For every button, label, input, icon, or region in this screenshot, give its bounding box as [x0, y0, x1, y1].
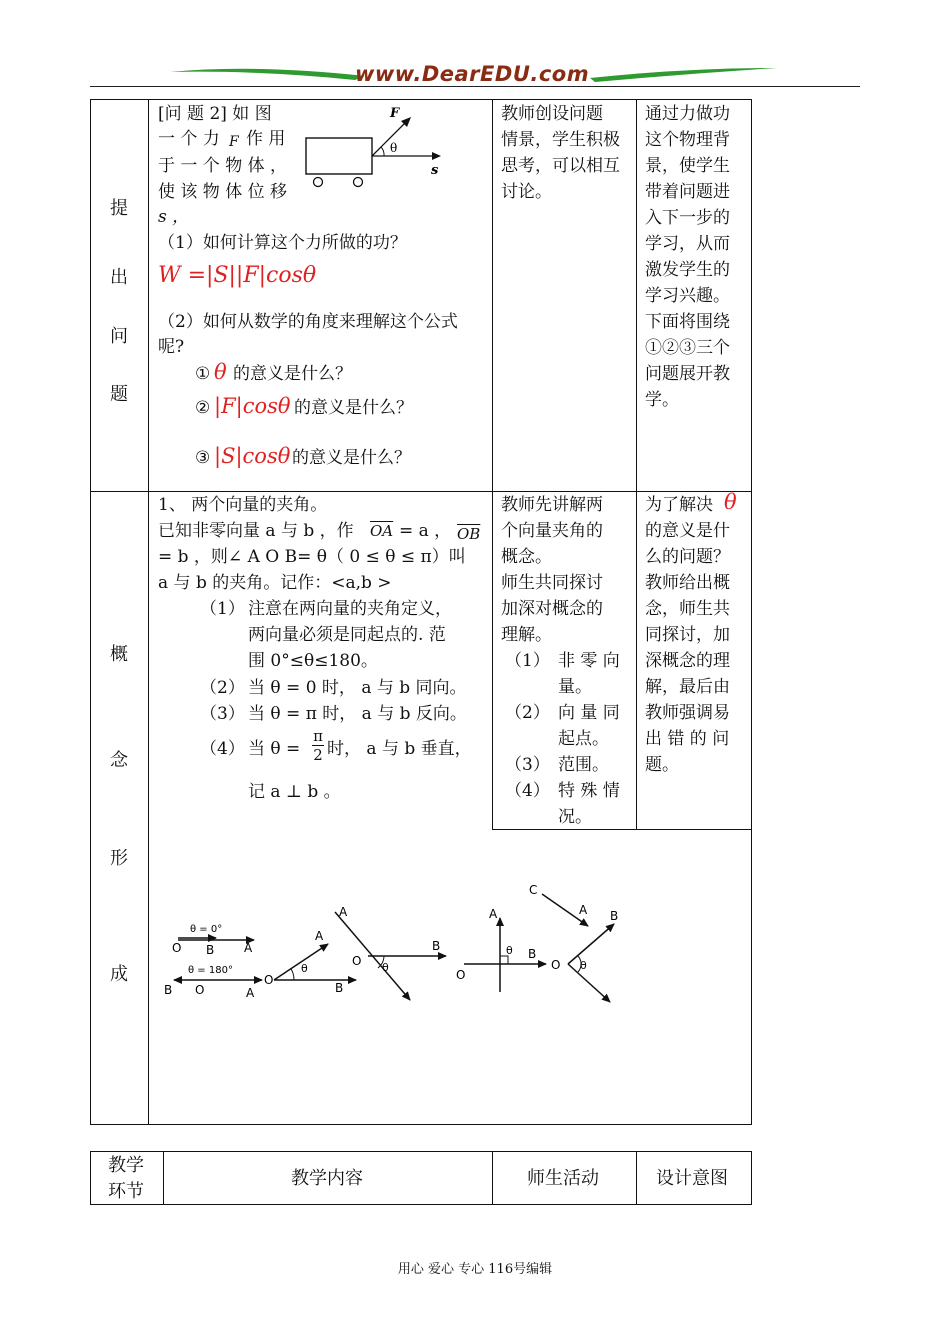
problem-line: 作 用 — [246, 129, 286, 149]
note-text: 记 a ⊥ b 。 — [248, 782, 341, 802]
col-header-stage: 教学 — [108, 1155, 144, 1176]
fig1-a: A — [244, 941, 253, 955]
fig5-o: O — [456, 968, 466, 982]
definition-line: = a ， — [399, 521, 452, 541]
theta-symbol: θ — [724, 490, 737, 514]
col-header-intent: 设计意图 — [656, 1168, 728, 1189]
note-text: 围 0°≤θ≤180。 — [248, 651, 378, 671]
sub-question-1-text: 的意义是什么？ — [233, 364, 352, 384]
note-text: 时， a 与 b 垂直， — [327, 739, 472, 759]
force-diagram — [298, 104, 458, 196]
fig2-b: B — [164, 983, 173, 997]
question-2-cont: 呢? — [158, 337, 185, 357]
fig2-a: A — [246, 986, 255, 1000]
force-symbol: F — [229, 134, 239, 150]
note-num: （3） — [200, 704, 245, 724]
fig6-o: O — [551, 958, 561, 972]
fig3-theta: θ — [301, 962, 308, 975]
problem-line: s ， — [158, 207, 190, 227]
fig3-b: B — [335, 981, 344, 995]
site-logo-text: www.DearEDU.com — [355, 62, 590, 86]
fig1-theta: θ = 0° — [190, 924, 223, 935]
question-1: （1）如何计算这个力所做的功？ — [158, 233, 407, 253]
sub-question-2-num: ② — [195, 398, 211, 418]
fig3-a: A — [315, 929, 324, 943]
fig1-o: O — [172, 941, 182, 955]
force-label: F — [390, 106, 400, 121]
page-footer: 用心 爱心 专心 116号编辑 — [397, 1262, 553, 1277]
col-header-activity: 师生活动 — [527, 1168, 599, 1189]
definition-line: 已知非零向量 a 与 b ，作 — [158, 521, 354, 541]
question-2: （2）如何从数学的角度来理解这个公式 — [158, 312, 458, 332]
note-text: 当 θ = — [248, 739, 301, 759]
col-header-content: 教学内容 — [291, 1168, 363, 1189]
fig2-theta: θ = 180° — [188, 965, 233, 976]
fig4-o: O — [352, 954, 362, 968]
fig6-b: B — [610, 909, 619, 923]
note-text: 当 θ = π 时， a 与 b 反向。 — [248, 704, 467, 724]
sub-question-1-expr: θ — [214, 360, 227, 384]
definition-line: a 与 b 的夹角。记作：<a,b > — [158, 573, 392, 593]
definition-line: = b ，则∠ A O B= θ（ 0 ≤ θ ≤ π）叫 — [158, 547, 466, 567]
fig5-a: A — [489, 907, 498, 921]
sub-question-2-expr: |F|cosθ — [214, 394, 291, 418]
fig2-o: O — [195, 983, 205, 997]
angle-figures — [158, 872, 628, 1012]
header-rule — [90, 86, 860, 87]
sub-question-2-text: 的意义是什么？ — [294, 398, 413, 418]
problem-line: [问 题 2] 如 图 — [158, 104, 272, 124]
problem-line: 使 该 物 体 位 移 — [158, 182, 288, 202]
fig4-theta: θ — [382, 961, 389, 974]
sub-question-1-num: ① — [195, 364, 211, 384]
concept-title: 1、 两个向量的夹角。 — [158, 495, 328, 515]
fig3-o: O — [264, 973, 274, 987]
theta-label: θ — [390, 141, 398, 155]
work-formula: W =|S||F|cosθ — [158, 263, 317, 288]
note-num: （4） — [200, 739, 245, 759]
fraction: π 2 — [313, 727, 323, 764]
fig6-theta: θ — [580, 959, 587, 972]
fig1-b: B — [206, 943, 215, 957]
note-text: 当 θ = 0 时， a 与 b 同向。 — [248, 678, 467, 698]
problem-line: 一 个 力 — [158, 129, 220, 149]
note-num: （1） — [200, 599, 245, 619]
vector-oa: $\overline{OA}$ — [370, 522, 394, 540]
problem-line: 于 一 个 物 体 ， — [158, 156, 288, 176]
fig5-b: B — [528, 947, 537, 961]
fig4-b: B — [432, 939, 441, 953]
fig6-c: C — [529, 883, 538, 897]
note-text: 注意在两向量的夹角定义， — [248, 599, 452, 619]
fig5-theta: θ — [506, 944, 513, 957]
fig6-a: A — [579, 903, 588, 917]
note-num: （2） — [200, 678, 245, 698]
displacement-label: s — [431, 163, 439, 178]
col-header-stage-2: 环节 — [108, 1181, 144, 1202]
sub-question-3-text: 的意义是什么？ — [292, 448, 411, 468]
sub-question-3-num: ③ — [195, 448, 211, 468]
fig4-a: A — [339, 905, 348, 919]
vector-ob: $\overline{OB}$ — [457, 525, 481, 543]
note-text: 两向量必须是同起点的. 范 — [248, 625, 446, 645]
sub-question-3-expr: |S|cosθ — [214, 444, 291, 468]
